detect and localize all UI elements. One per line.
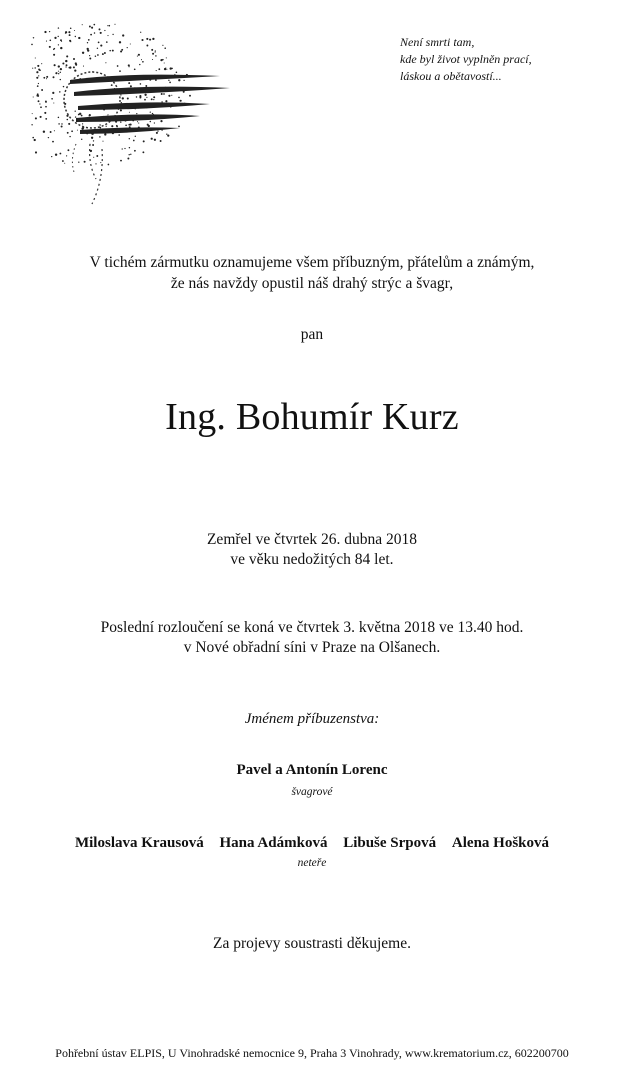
thanks-note: Za projevy soustrasti děkujeme. [212,935,411,952]
deceased-name: Ing. Bohumír Kurz [165,396,459,438]
brothers-in-law-names: Pavel a Antonín Lorenc [236,762,388,778]
intro-line-2: že nás navždy opustil náš drahý strýc a švagr, [170,275,454,292]
funeral-home-footer: Pohřební ústav ELPIS, U Vinohradské nemocnice 9, Praha 3 Vinohrady, www.krematorium.cz, 602200700 [55,1046,569,1060]
honorific: pan [300,326,324,343]
death-line-1: Zemřel ve čtvrtek 26. dubna 2018 [206,531,418,548]
brothers-in-law-relation: švagrové [291,786,333,798]
niece-name: Libuše Srpová [343,835,437,851]
death-info [0,530,624,570]
death-line-2: ve věku nedožitých 84 let. [230,551,394,568]
sunset-emblem-icon [30,14,250,214]
motto-line-2: kde byl život vyplněn prací, [400,52,532,66]
nieces-relation: neteře [297,857,327,869]
nieces-names [0,835,624,852]
intro-line-1: V tichém zármutku oznamujeme všem příbuzným, přátelům a známým, [89,254,535,271]
farewell-line-1: Poslední rozloučení se koná ve čtvrtek 3. května 2018 ve 13.40 hod. [100,619,524,636]
farewell-line-2: v Nové obřadní síni v Praze na Olšanech. [183,639,441,656]
family-label: Jménem příbuzenstva: [244,711,380,727]
farewell-info [0,618,624,658]
niece-name: Hana Adámková [219,835,328,851]
motto-line-3: láskou a obětavostí... [400,69,502,83]
announcement-intro [0,252,624,294]
niece-name: Alena Hošková [451,835,550,851]
niece-name: Miloslava Krausová [74,835,204,851]
motto-line-1: Není smrti tam, [400,35,475,49]
motto-quote [400,34,600,85]
